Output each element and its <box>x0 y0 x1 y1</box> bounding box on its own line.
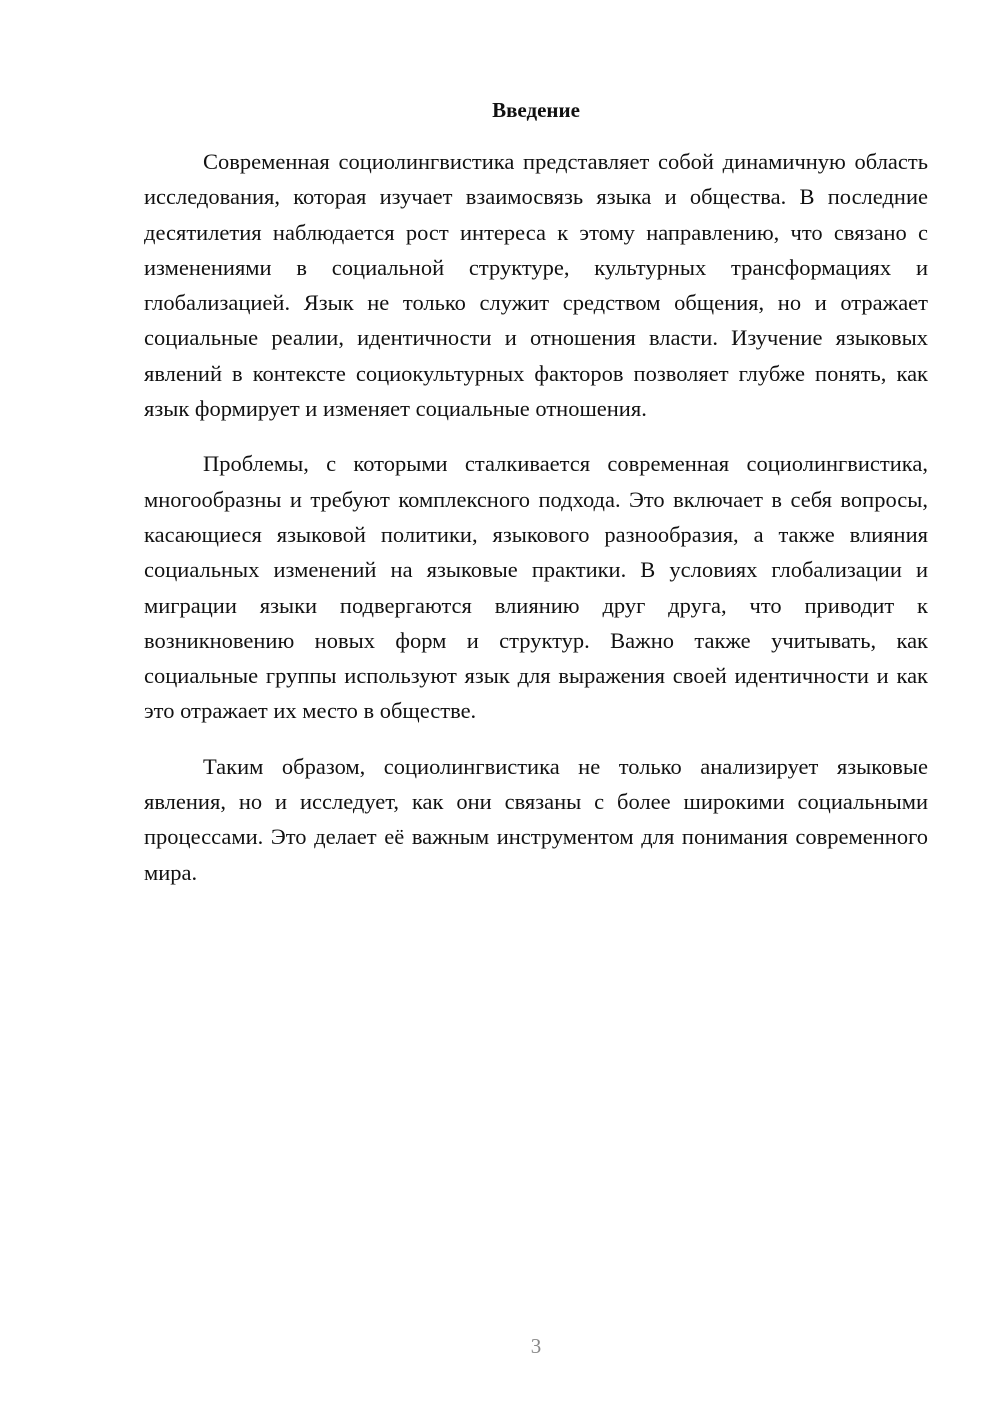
page-content <box>144 96 928 910</box>
paragraph-2: Проблемы, с которыми сталкивается современная социолингвистика, многообразны и требуют комплексного подхода. Это включает в себя вопросы, касающиеся языковой политики, языкового разнообразия, а также влияния социальных изменений на языковые практики. В условиях глобализации и миграции языки подвергаются влиянию друг друга, что приводит к возникновению новых форм и структур. Важно также учитывать, как социальные группы используют язык для выражения своей идентичности и как это отражает их место в обществе. <box>144 451 928 724</box>
section-heading: Введение <box>492 98 580 122</box>
page-number: 3 <box>530 1334 542 1358</box>
paragraph-1: Современная социолингвистика представляет собой динамичную область исследования, которая изучает взаимосвязь языка и общества. В последние десятилетия наблюдается рост интереса к этому направлению, что связано с изменениями в социальной структуре, культурных трансформациях и глобализацией. Язык не только служит средством общения, но и отражает социальные реалии, идентичности и отношения власти. Изучение языковых явлений в контексте социокультурных факторов позволяет глубже понять, как язык формирует и изменяет социальные отношения. <box>144 149 928 422</box>
paragraph-3: Таким образом, социолингвистика не только анализирует языковые явления, но и исследует, как они связаны с более широкими социальными процессами. Это делает её важным инструментом для понимания современного мира. <box>144 753 928 885</box>
